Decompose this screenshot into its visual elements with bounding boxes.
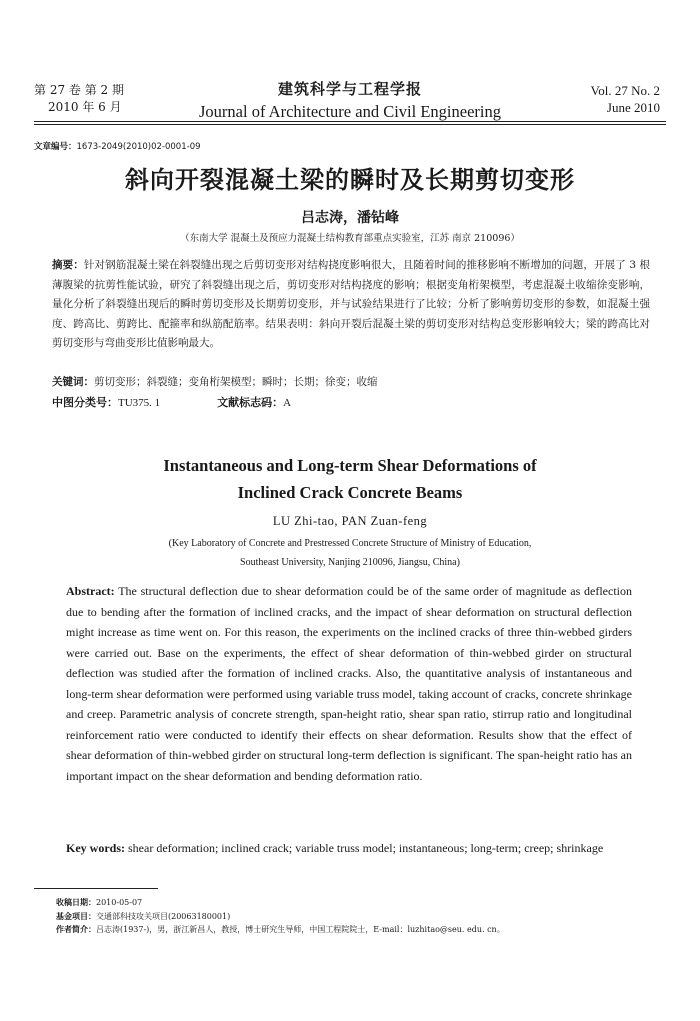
keywords-cn-label: 关键词： bbox=[52, 376, 94, 388]
doc-code-value: A bbox=[283, 397, 292, 409]
affiliation-en bbox=[0, 534, 700, 572]
header-rule-thin bbox=[34, 124, 666, 125]
volume-en: Vol. 27 No. 2 bbox=[590, 83, 660, 98]
keywords-en-text: shear deformation; inclined crack; variable truss model; instantaneous; long-term; creep; shrinkage bbox=[128, 841, 604, 855]
received-label: 收稿日期： bbox=[56, 898, 96, 907]
clc-value: TU375. 1 bbox=[118, 397, 161, 409]
title-cn: 斜向开裂混凝土梁的瞬时及长期剪切变形 bbox=[125, 166, 575, 194]
date-cn: 2010 年 6 月 bbox=[48, 100, 122, 114]
keywords-en bbox=[66, 838, 632, 859]
doc-code-label: 文献标志码： bbox=[217, 396, 284, 409]
abstract-en bbox=[66, 581, 632, 786]
article-number-value: 1673-2049(2010)02-0001-09 bbox=[76, 142, 201, 152]
title-en-line1: Instantaneous and Long-term Shear Deformations of bbox=[163, 456, 537, 475]
author-value: 吕志涛(1937-)，男，浙江新昌人，教授，博士研究生导师，中国工程院院士，E-mail：luzhitao@seu. edu. cn。 bbox=[96, 925, 505, 934]
footnote-author bbox=[56, 923, 505, 937]
authors-en: LU Zhi-tao, PAN Zuan-feng bbox=[272, 514, 428, 528]
header-volume-en-block bbox=[591, 82, 660, 116]
footnote-rule bbox=[34, 888, 158, 889]
date-en: June 2010 bbox=[606, 100, 660, 115]
title-en bbox=[0, 452, 700, 506]
abstract-cn-text: 针对钢筋混凝土梁在斜裂缝出现之后剪切变形对结构挠度影响很大，且随着时间的推移影响不断增加的问题，开展了 3 根薄腹梁的抗剪性能试验，研究了斜裂缝出现之后，剪切变形对结构挠度的影响；根据变角桁架模型，考虑混凝土收缩徐变影响，量化分析了斜裂缝出现后的瞬时剪切变形及长期剪切变形，并与试验结果进行了比较；分析了影响剪切变形的参数，如混凝土强度、跨高比、剪跨比、配箍率和纵筋配筋率。结果表明：斜向开裂后混凝土梁的剪切变形对结构总变形影响较大；梁的跨高比对剪切变形与弯曲变形比值影响最大。 bbox=[52, 259, 651, 349]
abstract-en-text: The structural deflection due to shear deformation could be of the same order of magnitude as deflection due to bending after the formation of inclined cracks, and the impact of shear deformation on structural deflection might increase as time went on. For this reason, the experiments on the inclined cracks of three thin-webbed girders were carried out. Base on the experiments, the effect of shear deformation of thin-webbed girder on structural deflection was studied after the formation of inclined cracks. Also, the quantitative analysis of instantaneous and long-term shear deformation were performed using variable truss model, taking account of cracks, concrete shrinkage and creep. Parametric analysis of concrete strength, span-height ratio, shear span ratio, stirrup ratio and longitudinal reinforcement ratio were conducted to identify their effects on shear deformation. Results show that the effect of shear deformation of thin-webbed girder on structural long-term deflection is significant. The span-height ratio has an important impact on the shear deformation and bending deformation ratio. bbox=[66, 584, 632, 783]
clc-label: 中图分类号： bbox=[52, 396, 118, 409]
affiliation-en-line2: Southeast University, Nanjing 210096, Jiangsu, China) bbox=[240, 557, 460, 568]
abstract-cn bbox=[52, 256, 650, 354]
keywords-en-label: Key words: bbox=[66, 841, 125, 855]
affiliation-cn: （东南大学 混凝土及预应力混凝土结构教育部重点实验室，江苏 南京 210096） bbox=[180, 233, 520, 244]
abstract-en-label: Abstract: bbox=[66, 584, 115, 598]
author-label: 作者简介： bbox=[56, 925, 96, 934]
abstract-cn-label: 摘要： bbox=[52, 259, 84, 271]
footnote-fund bbox=[56, 910, 505, 924]
footnotes bbox=[56, 896, 505, 937]
affiliation-en-line1: (Key Laboratory of Concrete and Prestressed Concrete Structure of Ministry of Education, bbox=[168, 538, 532, 549]
volume-cn: 第 27 卷 第 2 期 bbox=[34, 83, 124, 97]
received-value: 2010-05-07 bbox=[96, 898, 143, 907]
title-en-line2: Inclined Crack Concrete Beams bbox=[237, 483, 463, 502]
journal-name-en: Journal of Architecture and Civil Engineering bbox=[199, 102, 501, 121]
classification-line bbox=[52, 393, 650, 414]
fund-label: 基金项目： bbox=[56, 911, 96, 921]
footnote-received bbox=[56, 896, 505, 910]
keywords-cn-text: 剪切变形；斜裂缝；变角桁架模型；瞬时；长期；徐变；收缩 bbox=[94, 376, 378, 388]
article-number bbox=[34, 140, 201, 152]
header-rule-thick bbox=[34, 121, 666, 122]
journal-name-cn: 建筑科学与工程学报 bbox=[277, 80, 422, 98]
keywords-cn bbox=[52, 373, 650, 393]
article-number-label: 文章编号： bbox=[34, 142, 77, 152]
fund-value: 交通部科技攻关项目(20063180001) bbox=[96, 911, 231, 921]
authors-cn: 吕志涛，潘钻峰 bbox=[301, 210, 399, 226]
